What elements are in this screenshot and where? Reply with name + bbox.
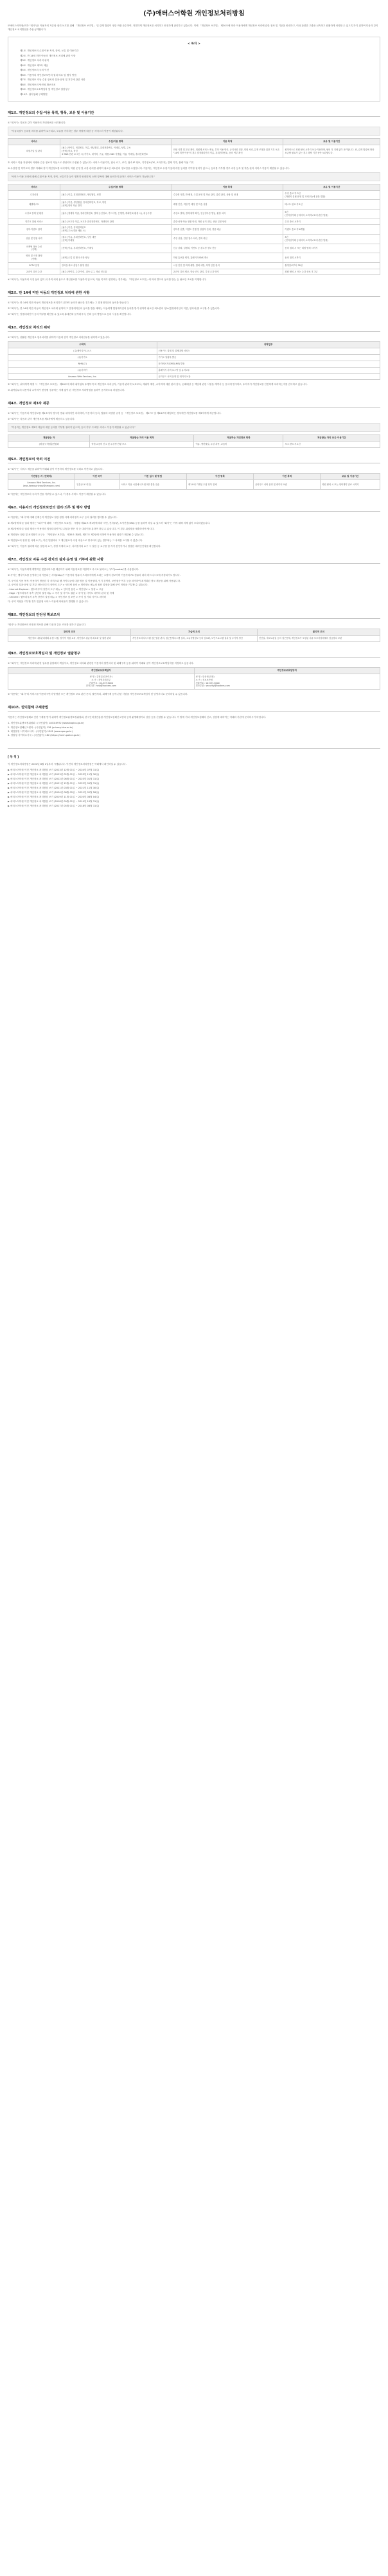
notice-box: "서울특별시 등록원 처리를 위하여 요구되고, 보유를 거부하는 경우 학원에 대한 등 서비스의 이용이 제한됩니다. (8, 127, 380, 136)
table-cell: 학부모 알림 서비스 (8, 219, 60, 225)
table-row (8, 373, 380, 380)
column-header: 관리적 조치 (8, 629, 131, 636)
table-row (8, 367, 380, 373)
addendum-title: [ 부 칙 ] (8, 755, 19, 759)
table-cell: 테스트 완료 후 1년 (283, 200, 380, 210)
table-cell: 클라우드 서버 운영 및 데이터 보관 (157, 373, 380, 380)
list-item: 4. 경찰청 사이버수사국 : (국번없이) 182 (https://ecrm.police.go.kr) (8, 734, 81, 737)
section-paragraph: ⑤ 개인정보의 정정 및 삭제 요구는 다른 법령에서 그 개인정보가 수집 대상으로 명시되어 있는 경우에는 그 삭제를 요구할 수 없습니다. (8, 539, 143, 542)
table-cell: (주)카카오 (8, 355, 157, 361)
list-item: - Internet Explorer : 웹브라우저 상단의 도구 메뉴 > 인터넷 옵션 > 개인정보 > 설정 > 고급 (8, 587, 103, 591)
policy-section (8, 457, 380, 496)
list-item: 나. 쿠키의 설치·운영 및 거부: 웹브라우저 상단의 도구 > 인터넷 옵션 > 개인정보 메뉴의 옵션 설정을 통해 쿠키 저장을 거부할 수 있습니다. (8, 584, 148, 587)
section-paragraph: ① "회사"는 이용자에게 개별적인 맞춤서비스를 제공하기 위해 이용정보를 저장하고 수시로 불러오는 '쿠키(cookie)'를 사용합니다. (8, 568, 139, 571)
data-table (8, 434, 380, 448)
table-cell: (주)가비아 (8, 367, 157, 373)
toc-item[interactable]: 제6조. 이용자의 개인정보보안의 권리·의무 및 행사 방법 (20, 73, 76, 76)
addendum-text: 이 개인정보처리방침은 2024년 8월 1일부터 시행됩니다. 이전의 개인정보처리방침은 아래에서 확인하실 수 있습니다. (8, 762, 127, 765)
toc-item[interactable]: 제9조. 개인정보보호책임자 및 개인정보 열람청구 (20, 88, 70, 91)
column-header: 이전받는 자 (연락처) (8, 474, 75, 480)
table-cell: 수강료 결제 및 환불 (8, 209, 60, 219)
table-header-row (8, 139, 380, 145)
table-cell: 학원 교습비 신고 및 수강생 현황 보고 (90, 442, 194, 448)
table-cell: 원칙적으로 회원 탈퇴 시까지 보유·이용하며, 탈퇴 후 지체 없이 파기합니다. 단, 관계 법령에 따라 보존할 필요가 있는 경우 해당 기간 동안 보관합니다. (283, 145, 380, 157)
column-header: 물리적 조치 (257, 629, 380, 636)
table-cell: [필수] 이름, 휴대전화번호, 상담 내용 [선택] 이메일 (60, 234, 172, 244)
table-cell: 신규 강좌, 설명회, 이벤트 등 광고성 정보 전송 (172, 244, 283, 253)
section-paragraph: "회사"는 개인정보의 안전성 확보를 위해 다음과 같은 조치를 취하고 있습니다. (8, 623, 87, 627)
policy-section (8, 111, 380, 282)
page-title: (주)애터스어학원 개인정보처리방침 (143, 10, 245, 17)
notice-box: "서비스 이용 과정에 대해 수집·이용 목적, 항목, 보유기간 등이 명확히 안내되며, 선택 항목에 대해 동의하지 않아도 서비스 이용이 가능합니다." (8, 172, 380, 181)
history-link[interactable]: ▶ 애터스어학원 이전 개인정보 처리방침 보기 (2023년 02월 01일 ~ 2023년 11월 30일) (8, 773, 100, 776)
table-cell: 수강료 결제, 결제 내역 확인, 현금영수증 발급, 환불 처리 (172, 209, 283, 219)
history-link[interactable]: ▶ 애터스어학원 이전 개인정보 처리방침 보기 (2020년 08월 05일 ~ 2021년 02월 28일) (8, 791, 100, 794)
history-link[interactable]: ▶ 애터스어학원 이전 개인정보 처리방침 보기 (2023년 12월 01일 ~ 2024년 07월 31일) (8, 768, 100, 771)
section-heading: 제8조. 개인정보의 안전성 확보조치 (8, 613, 380, 619)
list-item: 1. 개인정보분쟁조정위원회 : (국번없이) 1833-6972 (www.kopico.go.kr) (8, 722, 85, 725)
table-cell: 이름, 생년월일, 수강 과목, 교습비 (194, 442, 283, 448)
table-of-contents (8, 37, 380, 102)
history-link[interactable]: ▶ 애터스어학원 이전 개인정보 처리방침 보기 (2021년 12월 01일 ~ 2022년 05월 31일) (8, 782, 100, 785)
table-cell: 성 명 : 한상현(과장) 소 속 : 정보보안팀 전화번호 : 02-537-5000 전자우편 : security@hackers.com (194, 674, 380, 689)
table-row (8, 225, 380, 235)
table-cell: 출결·성적·학습 현황 안내, 학원 공지 전달, 상담 일정 안내 (172, 219, 283, 225)
section-paragraph: ② 이용자는 "회사"의 서비스를 이용하시면서 발생한 모든 개인정보 보호 관련 문의, 불만처리, 피해구제 등에 관한 사항을 개인정보보호책임자 및 담당부서로 문의하실 수 있습니다. (8, 693, 188, 696)
section-paragraph: ② 이용자는 개인정보의 국외 이전을 거부할 수 있으나, 이 경우 서비스 이용이 제한될 수 있습니다. (8, 492, 107, 496)
data-table (8, 629, 380, 642)
policy-section (8, 401, 380, 448)
table-cell: 카카오 알림톡 발송 (157, 355, 380, 361)
table-row (8, 269, 380, 275)
table-cell: 온라인 강의 수강 (8, 269, 60, 275)
table-cell: [선택] 이름, 휴대전화번호, 이메일 (60, 244, 172, 253)
column-header: 이전 일시 및 방법 (119, 474, 186, 480)
table-cell: 시설 안전 및 화재 예방, 범죄 예방, 학생 안전 관리 (172, 262, 283, 269)
table-cell: Amazon Web Services, Inc. (8, 373, 157, 380)
table-header-row (8, 474, 380, 480)
table-row (8, 234, 380, 244)
data-table (8, 184, 380, 276)
table-cell: [필수] 이름, 휴대전화번호 [선택] 주소(경품 배송 시) (60, 225, 172, 235)
table-cell: [필수] 이름, 생년월일, 휴대전화번호, 학교, 학년 [선택] 영어 학습 경력 (60, 200, 172, 210)
section-paragraph: ① 이용자는 "회사"에 대해 언제든지 개인정보 열람·정정·삭제·처리정지 요구 등의 권리를 행사할 수 있습니다. (8, 515, 118, 519)
column-header: 이전 항목 (186, 474, 253, 480)
notice-box: "이용자는 개인정보 제3자 제공에 대한 동의를 거부할 권리가 있으며, 동의 거부 시 해당 서비스 이용이 제한될 수 있습니다." (8, 423, 380, 432)
table-cell: 클라우드 서버 운영 및 데이터 보관 (254, 480, 321, 490)
intro-section (8, 24, 380, 31)
table-cell: 개인정보처리시스템 접근권한 관리, 접근통제시스템 설치, 고유식별정보 등의 암호화, 보안프로그램 설치 및 주기적 갱신 (131, 636, 258, 642)
list-item: 다. 쿠키 저장을 거부할 경우 맞춤형 서비스 이용에 어려움이 발생할 수 있습니다. (8, 600, 89, 603)
table-cell: 문자메시지(SMS/LMS) 발송 (157, 361, 380, 367)
table-row (8, 219, 380, 225)
column-header: 수집/이용 항목 (60, 184, 172, 190)
column-header: 제공받는 자의 이용 목적 (90, 435, 194, 442)
section-paragraph: ① "회사"는 만 14세 미만 아동의 개인정보를 처리하기 위하여 동의가 필요한 경우에는 그 법정대리인의 동의를 받습니다. (8, 301, 130, 305)
table-row (8, 209, 380, 219)
column-header: 위탁업무 (157, 342, 380, 348)
table-cell: 성 명 : 김현일(대표이사) 소 속 : 경영지원본부 전화번호 : 02-537-5000 전자우편 : help@hackers.com (8, 674, 195, 689)
column-header: 개인정보보호담당자 (194, 667, 380, 674)
policy-section (8, 291, 380, 316)
table-header-row (8, 342, 380, 348)
table-cell: [필수] 이름, 휴대전화번호, 생년월일, 성별 (60, 190, 172, 200)
history-list (8, 768, 380, 809)
table-cell: 촬영일로부터 30일 (283, 262, 380, 269)
table-row (8, 244, 380, 253)
history-link[interactable]: ▶ 애터스어학원 이전 개인정보 처리방침 보기 (2022년 06월 01일 ~ 2023년 01월 31일) (8, 777, 100, 780)
history-link[interactable]: ▶ 애터스어학원 이전 개인정보 처리방침 보기 (2018년 09월 01일 ~ 2019년 10월 31일) (8, 800, 100, 803)
table-cell: 신용카드 결제 및 결제대행 서비스 (157, 348, 380, 355)
section-paragraph: ① "회사"는 개인정보 처리에 관한 업무를 총괄해서 책임지고, 개인정보 처리와 관련한 이용자의 불만처리 및 피해구제 등을 위하여 아래와 같이 개인정보보호책임자를 지정하고 있습니다. (8, 661, 194, 665)
table-cell: NHN(주) (8, 361, 157, 367)
policy-section (8, 651, 380, 696)
table-row (8, 442, 380, 448)
table-cell: (재)한국학원총연합회 (8, 442, 90, 448)
table-cell: 학원 홍보물 제작, 홈페이지·SNS 게시 (172, 253, 283, 263)
table-cell: 수강 종료 시까지 (283, 219, 380, 225)
data-table (8, 667, 380, 690)
table-row (8, 355, 380, 361)
section-paragraph: ② 쿠키는 웹사이트를 운영하는데 이용되는 서버(http)가 이용자의 컴퓨터 브라우저에게 보내는 소량의 정보이며 이용자의 PC 컴퓨터 내의 하드디스크에 저장되기도 합니다. (8, 573, 181, 577)
column-header: 수집/이용 항목 (60, 139, 172, 145)
table-cell: 일본(도쿄 리전) (75, 480, 119, 490)
section-paragraph: ② "회사"는 만 14세 미만 아동의 개인정보 처리에 관하여 그 법정대리인의 동의를 받을 때에는 아동에게 법정대리인의 동의를 받기 위하여 필요한 최소한의 정보(법정대리인의 이름, 연락처)를 요구할 수 있습니다. (8, 307, 220, 310)
section-paragraph: ② 제1항에 따른 권리 행사는 "회사"에 대해 「개인정보 보호법」 시행령 제41조 제1항에 따라 서면, 전자우편, 모사전송(FAX) 등을 통하여 하실 수 있으며 "회사"는 이에 대해 지체 없이 조치하겠습니다. (8, 521, 211, 524)
table-cell: 회원가입 및 관리 (8, 145, 60, 157)
table-cell: 장학·이벤트 참여 (8, 225, 60, 235)
table-cell: 마케팅 정보 수신 (선택) (8, 244, 60, 253)
policy-section (8, 557, 380, 604)
section-paragraph: 이용자는 개인정보침해로 인한 구제를 받기 위하여 개인정보분쟁조정위원회, 한국인터넷진흥원 개인정보침해신고센터 등에 분쟁해결이나 상담 등을 신청할 수 있습니다. 이 밖에 기타 개인정보침해의 신고, 상담에 대하여는 아래의 기관에 문의하시기 바랍니다. (8, 716, 267, 719)
toc-item[interactable]: 제2조. 만 14세 미만 아동의 개인정보 처리에 관한 사항 (20, 54, 76, 57)
toc-item[interactable]: 제3조. 개인정보 처리의 위탁 (20, 59, 49, 62)
section-heading: 제3조. 개인정보 처리의 위탁 (8, 325, 380, 332)
table-cell: 수강신청 (8, 190, 60, 200)
policy-page (8, 0, 380, 809)
section-paragraph: ② 서비스 이용 과정에서 아래와 같은 정보가 자동으로 생성되어 수집될 수 있습니다: 서비스 이용기록, 접속 로그, 쿠키, 접속 IP 정보, 기기정보(OS, 브라우저), 결제 기록, 불량 이용 기록 (8, 161, 194, 164)
toc-item[interactable]: 제10조. 권익침해 구제방법 (20, 93, 48, 96)
table-row (8, 262, 380, 269)
table-cell: 서비스 이용 시점에 네트워크를 통한 전송 (119, 480, 186, 490)
policy-section (8, 505, 380, 548)
table-row (8, 253, 380, 263)
section-heading: 제5조. 개인정보의 국외 이전 (8, 457, 380, 463)
table-cell: 5년 (전자상거래 등에서의 소비자보호에 관한 법률) (283, 209, 380, 219)
table-cell: 회원 탈퇴 시 또는 수강 종료 후 1년 (283, 269, 380, 275)
section-paragraph: ② "회사"는 다음과 같이 개인정보를 제3자에게 제공하고 있습니다. (8, 418, 75, 421)
table-cell: 동의 철회 시 또는 회원 탈퇴 시까지 (283, 244, 380, 253)
table-cell: 온라인 강의 제공, 학습 진도 관리, 부정 수강 방지 (172, 269, 283, 275)
column-header: 보유 및 이용기간 (283, 184, 380, 190)
table-cell: 강의실·복도·출입구 촬영 영상 (60, 262, 172, 269)
toc-list (20, 49, 368, 97)
section-paragraph: ③ 위탁업무의 내용이나 수탁자가 변경될 경우에는 지체 없이 본 개인정보 처리방침을 통하여 공개하도록 하겠습니다. (8, 389, 125, 392)
divider (8, 748, 380, 749)
column-header: 보유 및 이용기간 (321, 474, 380, 480)
section-heading: 제2조. 만 14세 미만 아동의 개인정보 처리에 관한 사항 (8, 291, 380, 297)
section-heading: 제7조. 개인정보 자동 수집 장치의 설치·운영 및 거부에 관한 사항 (8, 557, 380, 564)
table-row (8, 636, 380, 642)
list-item: - Chrome : 웹브라우저 우측 상단의 설정 메뉴 > 개인정보 및 보안 > 쿠키 및 기타 사이트 데이터 (8, 596, 107, 599)
table-cell: 동의 철회 시까지 (283, 253, 380, 263)
column-header: 보유 및 이용기간 (283, 139, 380, 145)
section-heading: 제6조. 이용자의 개인정보보안의 권리·의무 및 행사 방법 (8, 505, 380, 512)
table-cell: 보고 완료 후 1년 (283, 442, 380, 448)
data-table (8, 473, 380, 490)
column-header: 이용 목적 (172, 139, 283, 145)
section-heading: 제10조. 권익침해 구제방법 (8, 705, 380, 711)
column-header: 제공하는 개인정보 항목 (194, 435, 283, 442)
intro-paragraph: ㈜애터스어학원(이하 "회사")은 이용자의 자유와 권리 보호를 위해 「개인정보 보호법」 및 관계 법령이 정한 바를 준수하여, 적법하게 개인정보를 처리하고 안전하게 관리하고 있습니다. 이에 「개인정보 보호법」 제30조에 따라 이용자에게 개인정보 처리에 관한 절차 및 기준을 안내하고, 이와 관련한 고충을 신속하고 원활하게 처리할 수 있도록 하기 위하여 다음과 같이 개인정보 처리방침을 수립·공개합니다. (8, 24, 378, 31)
section-paragraph: ③ "회사"는 법정대리인이 동의 여부를 확인할 수 있도록 휴대전화 문자메시지, 전화 등의 방법으로 동의 사실을 확인합니다. (8, 313, 132, 316)
table-cell: Amazon Web Services, Inc. (aws-korea-privacy@amazon.com) (8, 480, 75, 490)
section-paragraph: ⑥ "회사"는 이용자 권리에 따른 열람의 요구, 정정·삭제의 요구, 처리정지의 요구 시 열람 등 요구를 한 자가 본인이거나 정당한 대리인인지를 확인합니다. (8, 544, 161, 548)
column-header: 서비스 (8, 139, 60, 145)
toc-title: < 목차 > (188, 42, 200, 46)
column-header: 이용 목적 (172, 184, 283, 190)
table-cell: 개인정보 내부관리계획 수립·시행, 정기적 직원 교육, 개인정보 취급자 최소화 및 권한 관리 (8, 636, 131, 642)
table-cell: 회원 식별 및 본인 확인, 회원제 서비스 제공, 부정 이용 방지, 공지사항 전달, 민원 처리, 분쟁 조정을 위한 기록 보존 "14세 미만 아동"의 경우 법정대리인의 이름, 휴대전화번호, 동의 여부 확인 (172, 145, 283, 157)
section-paragraph: ① "회사"는 서비스 제공을 위하여 아래와 같이 이용자의 개인정보를 국외로 이전하고 있습니다. (8, 468, 103, 471)
table-cell: 제1조에 기재된 수집 항목 전체 (186, 480, 253, 490)
table-row (8, 480, 380, 490)
toc-item[interactable]: 제7조. 개인정보 자동 수집 장치의 설치·운영 및 거부에 관한 사항 (20, 78, 85, 82)
column-header: 기술적 조치 (131, 629, 258, 636)
column-header: 제공받는 자의 보유·이용기간 (283, 435, 380, 442)
table-row (8, 190, 380, 200)
list-item: 가. 쿠키의 사용 목적: 이용자가 방문한 각 서비스와 웹 사이트들에 대한 방문 및 이용형태, 인기 검색어, 보안접속 여부 등을 파악하여 최적화된 정보 제공을 위해 사용됩니다. (8, 579, 181, 582)
section-paragraph: ④ "회사"는 이용자의 사전 동의 없이 위 목적 외의 용도로 개인정보를 이용하지 않으며, 이용 목적이 변경되는 경우에는 「개인정보 보호법」에 따라 별도의 동의를 받는 등 필요한 조치를 이행합니다. (8, 278, 207, 282)
policy-section (8, 705, 380, 738)
data-table (8, 138, 380, 157)
policy-section (8, 325, 380, 392)
section-heading: 제9조. 개인정보보호책임자 및 개인정보 열람청구 (8, 651, 380, 657)
table-row (8, 200, 380, 210)
section-paragraph: ③ 수강생 및 학부모의 경우 아래와 같이 개인정보를 처리하며, 학원 운영 및 수강 관리를 위하여 필요한 최소한의 정보만을 수집합니다. 이용자는 개인정보 수집·이용에 대한 동의를 거부할 권리가 있으나, 동의를 거부할 경우 수강 등록 및 학습 관리 서비스 이용이 제한될 수 있습니다. (8, 166, 290, 170)
column-header: 이전 국가 (75, 474, 119, 480)
column-header: 개인정보보호책임자 (8, 667, 195, 674)
table-row (8, 361, 380, 367)
section-heading: 제4조. 개인정보 제3자 제공 (8, 401, 380, 407)
section-paragraph: ③ 제1항에 따른 권리 행사는 이용자의 법정대리인이나 위임을 받은 자 등 대리인을 통하여 하실 수 있습니다. 이 경우 위임장을 제출하셔야 합니다. (8, 527, 155, 530)
table-cell: 회원 탈퇴 시 또는 위탁계약 종료 시까지 (321, 480, 380, 490)
table-cell: 수강 상담, 민원 접수·처리, 결과 회신 (172, 234, 283, 244)
table-cell: 3년 (전자상거래 등에서의 소비자보호에 관한 법률) (283, 234, 380, 244)
table-cell: 영상 및 사진 촬영 (선택) (8, 253, 60, 263)
section-paragraph: ① "회사"는 이용자의 개인정보를 제1조에서 명시한 범위 내에서만 처리하며, 이용자의 동의, 법률의 특별한 규정 등 「개인정보 보호법」 제17조 및 제18조에 해당하는 경우에만 개인정보를 제3자에게 제공합니다. (8, 412, 222, 415)
column-header: 제공받는 자 (8, 435, 90, 442)
table-cell: [필수] 결제자 이름, 휴대전화번호, 결제 승인정보, 카드사명, 은행명, 계좌번호(환불 시), 예금주명 (60, 209, 172, 219)
table-cell: 수강생 식별, 반 배정, 수업 운영 및 학습 관리, 출결 관리, 상담 및 안내 (172, 190, 283, 200)
table-cell: 수강 종료 후 3년 (학원의 설립·운영 및 과외교습에 관한 법률) (283, 190, 380, 200)
history-link[interactable]: ▶ 애터스어학원 이전 개인정보 처리방침 보기 (2019년 11월 01일 ~ 2020년 08월 04일) (8, 795, 100, 798)
table-cell: 레벨 진단, 적합 반 배정 및 학습 상담 (172, 200, 283, 210)
toc-item[interactable]: 제1조. 개인정보의 수집·이용 목적, 항목, 보유 및 이용기간 (20, 49, 79, 53)
table-cell: [필수] 보호자 이름, 보호자 휴대전화번호, 학생과의 관계 (60, 219, 172, 225)
list-item: - Edge : 웹브라우저 우측 상단의 설정 메뉴 > 쿠키 및 사이트 권한 > 쿠키 및 사이트 데이터 관리 및 삭제 (8, 591, 114, 595)
table-row (8, 348, 380, 355)
table-header-row (8, 667, 380, 674)
list-item: 2. 개인정보침해신고센터 : (국번없이) 118 (privacy.kisa.or.kr) (8, 726, 73, 729)
table-cell: CCTV 운영 (8, 262, 60, 269)
history-link[interactable]: ▶ 애터스어학원 이전 개인정보 처리방침 보기 (2017년 05월 01일 ~ 2018년 08월 31일) (8, 804, 100, 807)
column-header: 서비스 (8, 184, 60, 190)
section-paragraph: ④ 개인정보 열람 및 처리정지 요구는 「개인정보 보호법」 제35조 제4항, 제37조 제2항에 의하여 이용자의 권리가 제한될 수 있습니다. (8, 533, 145, 536)
table-cell: 이벤트 종료 후 6개월 (283, 225, 380, 235)
section-paragraph: ① "회사"는 원활한 개인정보 업무처리를 위하여 다음과 같이 개인정보 처리업무를 위탁하고 있습니다. (8, 336, 110, 339)
section-paragraph: ① "회사"는 다음과 같이 이용자의 개인정보를 처리합니다. (8, 121, 66, 125)
toc-item[interactable]: 제5조. 개인정보의 국외 이전 (20, 69, 49, 72)
table-cell: [필수] 아이디, 비밀번호, 이름, 생년월일, 휴대전화번호, 이메일, 성별, 주소 [선택] 학교, 학년 ※ SNS 간편 로그인 시 (카카오, 네이버, 구글, 애플) SNS 식별값, 이름, 이메일, 휴대전화번호 (60, 145, 172, 157)
table-header-row (8, 184, 380, 190)
table-cell: 상담 및 민원 처리 (8, 234, 60, 244)
list-item: 3. 대검찰청 사이버수사과 : (국번없이) 1301 (www.spo.go.kr) (8, 729, 73, 733)
table-row (8, 674, 380, 689)
table-header-row (8, 629, 380, 636)
table-cell: 레벨테스트 (8, 200, 60, 210)
column-header: 수탁자 (8, 342, 157, 348)
table-cell: 전산실, 자료보관실 등의 접근통제, 개인정보가 포함된 서류·보조저장매체의 잠금장치 보관 (257, 636, 380, 642)
policy-section (8, 613, 380, 642)
toc-item[interactable]: 제4조. 개인정보 제3자 제공 (20, 64, 48, 67)
data-table (8, 341, 380, 380)
table-cell: 장학생 선발, 이벤트 진행 및 당첨자 안내, 경품 배송 (172, 225, 283, 235)
table-header-row (8, 435, 380, 442)
table-row (8, 145, 380, 157)
sections (8, 111, 380, 737)
section-heading: 제1조. 개인정보의 수집·이용 목적, 항목, 보유 및 이용기간 (8, 111, 380, 117)
history-link[interactable]: ▶ 애터스어학원 이전 개인정보 처리방침 보기 (2021년 03월 01일 ~ 2021년 11월 30일) (8, 786, 100, 789)
table-cell: [필수] 아이디, 수강 이력, 접속 로그, 학습 진도율 (60, 269, 172, 275)
column-header: 이전 목적 (254, 474, 321, 480)
table-cell: (주)케이지이니시스 (8, 348, 157, 355)
table-cell: [선택] 수업 및 행사 사진·영상 (60, 253, 172, 263)
section-paragraph: ② "회사"는 위탁계약 체결 시 「개인정보 보호법」 제26조에 따라 위탁업무 수행목적 외 개인정보 처리금지, 기술적·관리적 보호조치, 재위탁 제한, 수탁자에 대한 관리·감독, 손해배상 등 책임에 관한 사항을 계약서 등 문서에 명시하고, 수탁자가 개인정보를 안전하게 처리하는지를 감독하고 있습니다. (8, 383, 308, 386)
toc-item[interactable]: 제8조. 개인정보의 안전성 확보조치 (20, 83, 56, 86)
table-cell: 홈페이지 서버 호스팅 및 유지보수 (157, 367, 380, 373)
